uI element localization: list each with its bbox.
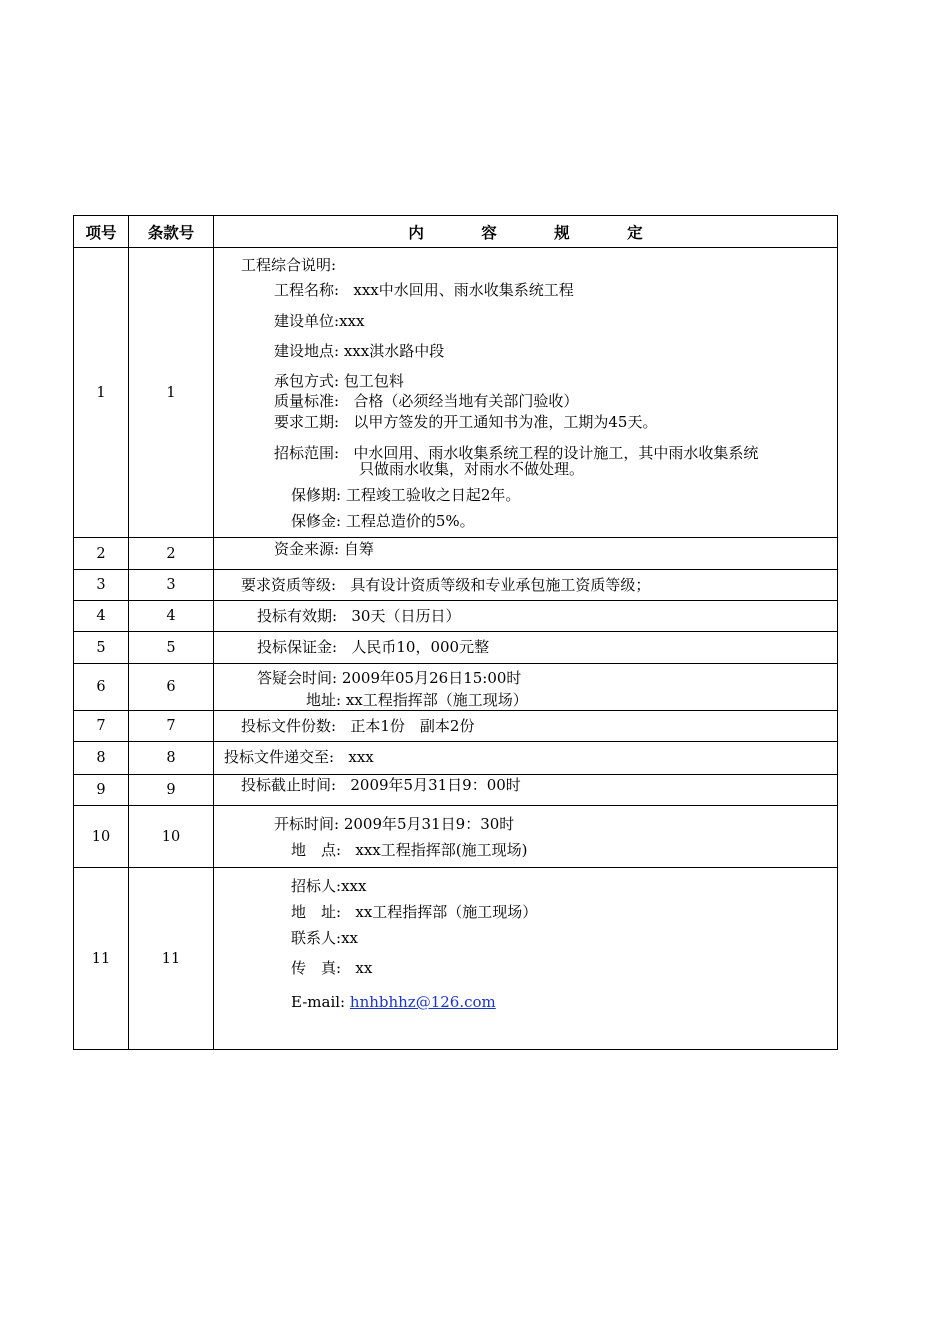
bid-bond (214, 632, 838, 664)
field-label: 答疑会时间: (257, 669, 338, 687)
contract-line (274, 372, 404, 390)
field-label: 地 点: (291, 841, 342, 859)
field-label: 开标时间: (274, 815, 340, 833)
field-label: 投标文件份数: (241, 717, 337, 735)
tenderer-contact (214, 868, 838, 1050)
qualification-requirement (214, 570, 838, 601)
clarification-meeting (214, 664, 838, 711)
field-label: 保修期: (291, 486, 342, 504)
field-label: 要求工期: (274, 413, 340, 431)
field-value: xxx工程指挥部(施工现场) (355, 841, 528, 859)
scope-line-continued: 只做雨水收集，对雨水不做处理。 (359, 460, 585, 478)
field-value: xx工程指挥部（施工现场） (355, 903, 538, 921)
item-number: 9 (74, 775, 129, 806)
field-label: 联系人: (291, 929, 342, 947)
field-label: 保修金: (291, 512, 342, 530)
field-value: 2009年05月26日15:00时 (341, 669, 522, 687)
field-value: xxx中水回用、雨水收集系统工程 (353, 281, 574, 299)
field-value: xx工程指挥部（施工现场） (345, 691, 528, 709)
header-clause-no: 条款号 (129, 216, 214, 248)
header-item-no: 项号 (74, 216, 129, 248)
item-number: 5 (74, 632, 129, 664)
project-overview (214, 248, 838, 538)
quality-line (274, 392, 578, 410)
table-row (74, 868, 838, 1050)
field-label: 资金来源: (274, 540, 340, 558)
field-label: 招标人: (291, 877, 342, 895)
field-value: 工程竣工验收之日起2年。 (345, 486, 521, 504)
table-row (74, 538, 838, 570)
field-value: xxx (339, 312, 365, 330)
field-value: 包工包料 (343, 372, 404, 390)
table-row (74, 806, 838, 868)
field-label: 地 址: (291, 903, 342, 921)
email-link[interactable]: hnhbhhz@126.com (349, 993, 496, 1011)
funding-source (214, 538, 838, 570)
item-number: 10 (74, 806, 129, 868)
bid-validity (214, 601, 838, 632)
field-value: 中水回用、雨水收集系统工程的设计施工，其中雨水收集系统 (353, 444, 759, 462)
item-number: 1 (74, 248, 129, 538)
field-label: 工程名称: (274, 281, 340, 299)
warranty-line (291, 486, 520, 504)
clause-number: 2 (129, 538, 214, 570)
field-value: xxx (348, 748, 374, 766)
field-label: 承包方式: (274, 372, 340, 390)
field-value: xx (355, 959, 373, 977)
field-value: 2009年5月31日9：30时 (343, 815, 515, 833)
clause-number: 5 (129, 632, 214, 664)
table-row (74, 742, 838, 775)
clause-number: 9 (129, 775, 214, 806)
field-label: 投标保证金: (257, 638, 338, 656)
retention-line (291, 512, 475, 530)
clause-number: 1 (129, 248, 214, 538)
table-row (74, 570, 838, 601)
item-number: 7 (74, 711, 129, 742)
clause-number: 3 (129, 570, 214, 601)
clause-number: 10 (129, 806, 214, 868)
period-line (274, 413, 657, 431)
table-header-row (74, 216, 838, 248)
clause-number: 6 (129, 664, 214, 711)
header-content: 内 容 规 定 (214, 216, 838, 248)
field-value: 2009年5月31日9：00时 (350, 776, 521, 794)
table-row (74, 248, 838, 538)
field-label: 建设单位: (274, 312, 340, 330)
field-value: xx (341, 929, 358, 947)
item-number: 3 (74, 570, 129, 601)
field-label: 建设地点: (274, 342, 340, 360)
field-label: 投标文件递交至: (224, 748, 335, 766)
clause-number: 8 (129, 742, 214, 775)
bid-submission-to (214, 742, 838, 775)
item-number: 11 (74, 868, 129, 1050)
overview-heading: 工程综合说明: (241, 256, 337, 274)
project-name-line (274, 281, 574, 299)
field-label: 地址: (306, 691, 342, 709)
bid-copies (214, 711, 838, 742)
field-label: 质量标准: (274, 392, 340, 410)
clause-number: 7 (129, 711, 214, 742)
table-row (74, 775, 838, 806)
field-label: 投标截止时间: (241, 776, 337, 794)
item-number: 8 (74, 742, 129, 775)
field-value: 30天（日历日） (351, 607, 461, 625)
field-value: xxx淇水路中段 (343, 342, 445, 360)
field-value: 工程总造价的5%。 (345, 512, 475, 530)
table-row (74, 601, 838, 632)
table-row (74, 711, 838, 742)
bid-opening (214, 806, 838, 868)
table-row (74, 632, 838, 664)
bid-deadline (214, 775, 838, 806)
item-number: 6 (74, 664, 129, 711)
field-value: 人民币10，000元整 (351, 638, 490, 656)
field-value: 正本1份 副本2份 (350, 717, 475, 735)
field-label: 要求资质等级: (241, 576, 337, 594)
owner-line (274, 312, 364, 330)
field-value: 自筹 (343, 540, 374, 558)
clause-number: 11 (129, 868, 214, 1050)
table-row (74, 664, 838, 711)
field-label: E-mail: (291, 993, 346, 1011)
field-value: 具有设计资质等级和专业承包施工资质等级； (350, 576, 651, 594)
field-value: 合格（必须经当地有关部门验收） (353, 392, 579, 410)
field-label: 招标范围: (274, 444, 340, 462)
bidding-info-table (73, 215, 838, 1050)
field-label: 投标有效期: (257, 607, 338, 625)
field-label: 传 真: (291, 959, 342, 977)
item-number: 2 (74, 538, 129, 570)
item-number: 4 (74, 601, 129, 632)
site-line (274, 342, 444, 360)
field-value: xxx (341, 877, 367, 895)
field-value: 以甲方签发的开工通知书为准，工期为45天。 (353, 413, 658, 431)
clause-number: 4 (129, 601, 214, 632)
